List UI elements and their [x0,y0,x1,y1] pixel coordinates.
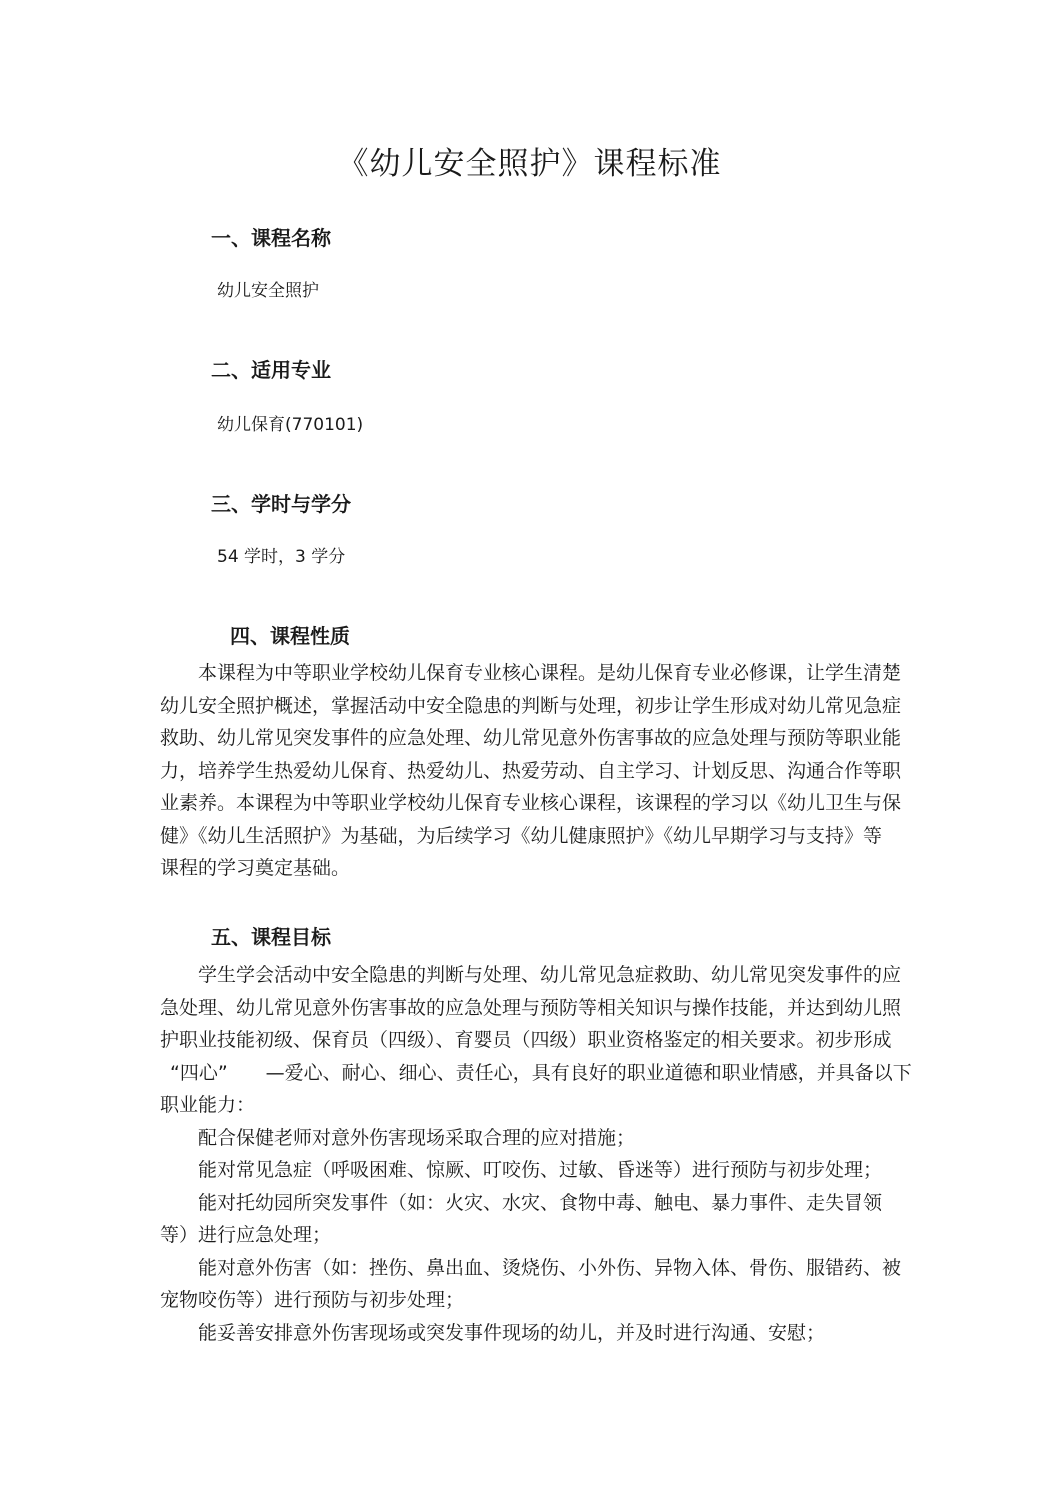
section-heading-major: 二、适用专业 [211,358,331,382]
paragraph-line: 健》《幼儿生活照护》为基础，为后续学习《幼儿健康照护》《幼儿早期学习与支持》等 [160,824,883,847]
paragraph-line: 救助、幼儿常见突发事件的应急处理、幼儿常见意外伤害事故的应急处理与预防等职业能 [160,727,902,749]
paragraph-line: 护职业技能初级、保育员（四级）、育婴员（四级）职业资格鉴定的相关要求。初步形成 [160,1029,892,1051]
goal-item: 配合保健老师对意外伤害现场采取合理的应对措施； [198,1126,636,1149]
paragraph-line: “四心” —爱心、耐心、细心、责任心，具有良好的职业道德和职业情感，并具备以下 [170,1061,912,1084]
course-name-value: 幼儿安全照护 [217,281,319,301]
paragraph-line: 力，培养学生热爱幼儿保育、热爱幼儿、热爱劳动、自主学习、计划反思、沟通合作等职 [160,759,902,782]
paragraph-line: 学生学会活动中安全隐患的判断与处理、幼儿常见急症救助、幼儿常见突发事件的应 [198,964,902,986]
goal-item-continuation: 宠物咬伤等）进行预防与初步处理； [160,1289,465,1311]
hours-credits-value: 54 学时，3 学分 [217,547,346,567]
goal-item: 能妥善安排意外伤害现场或突发事件现场的幼儿，并及时进行沟通、安慰； [198,1321,826,1344]
goal-item: 能对意外伤害（如：挫伤、鼻出血、烫烧伤、小外伤、异物入体、骨伤、服错药、被 [198,1256,902,1279]
course-goals-paragraph [160,959,912,1349]
paragraph-line: 职业能力： [160,1094,256,1116]
section-heading-hours-credits: 三、学时与学分 [211,492,351,516]
section-heading-course-goals: 五、课程目标 [211,925,331,949]
paragraph-line: 急处理、幼儿常见意外伤害事故的应急处理与预防等相关知识与操作技能，并达到幼儿照 [160,996,902,1019]
section-heading-course-nature: 四、课程性质 [230,624,350,648]
goal-item-continuation: 等）进行应急处理； [160,1224,332,1246]
goal-item: 能对托幼园所突发事件（如：火灾、水灾、食物中毒、触电、暴力事件、走失冒领 [198,1191,883,1214]
paragraph-line: 业素养。本课程为中等职业学校幼儿保育专业核心课程，该课程的学习以《幼儿卫生与保 [160,792,902,814]
major-value: 幼儿保育(770101) [217,415,364,435]
paragraph-line: 课程的学习奠定基础。 [160,857,351,879]
goal-item: 能对常见急症（呼吸困难、惊厥、叮咬伤、过敏、昏迷等）进行预防与初步处理； [198,1159,883,1181]
course-nature-paragraph [160,657,900,885]
paragraph-line: 本课程为中等职业学校幼儿保育专业核心课程。是幼儿保育专业必修课，让学生清楚 [198,662,902,684]
section-heading-course-name: 一、课程名称 [211,226,331,250]
document-title: 《幼儿安全照护》课程标准 [337,146,722,182]
paragraph-line: 幼儿安全照护概述，掌握活动中安全隐患的判断与处理，初步让学生形成对幼儿常见急症 [160,694,902,717]
